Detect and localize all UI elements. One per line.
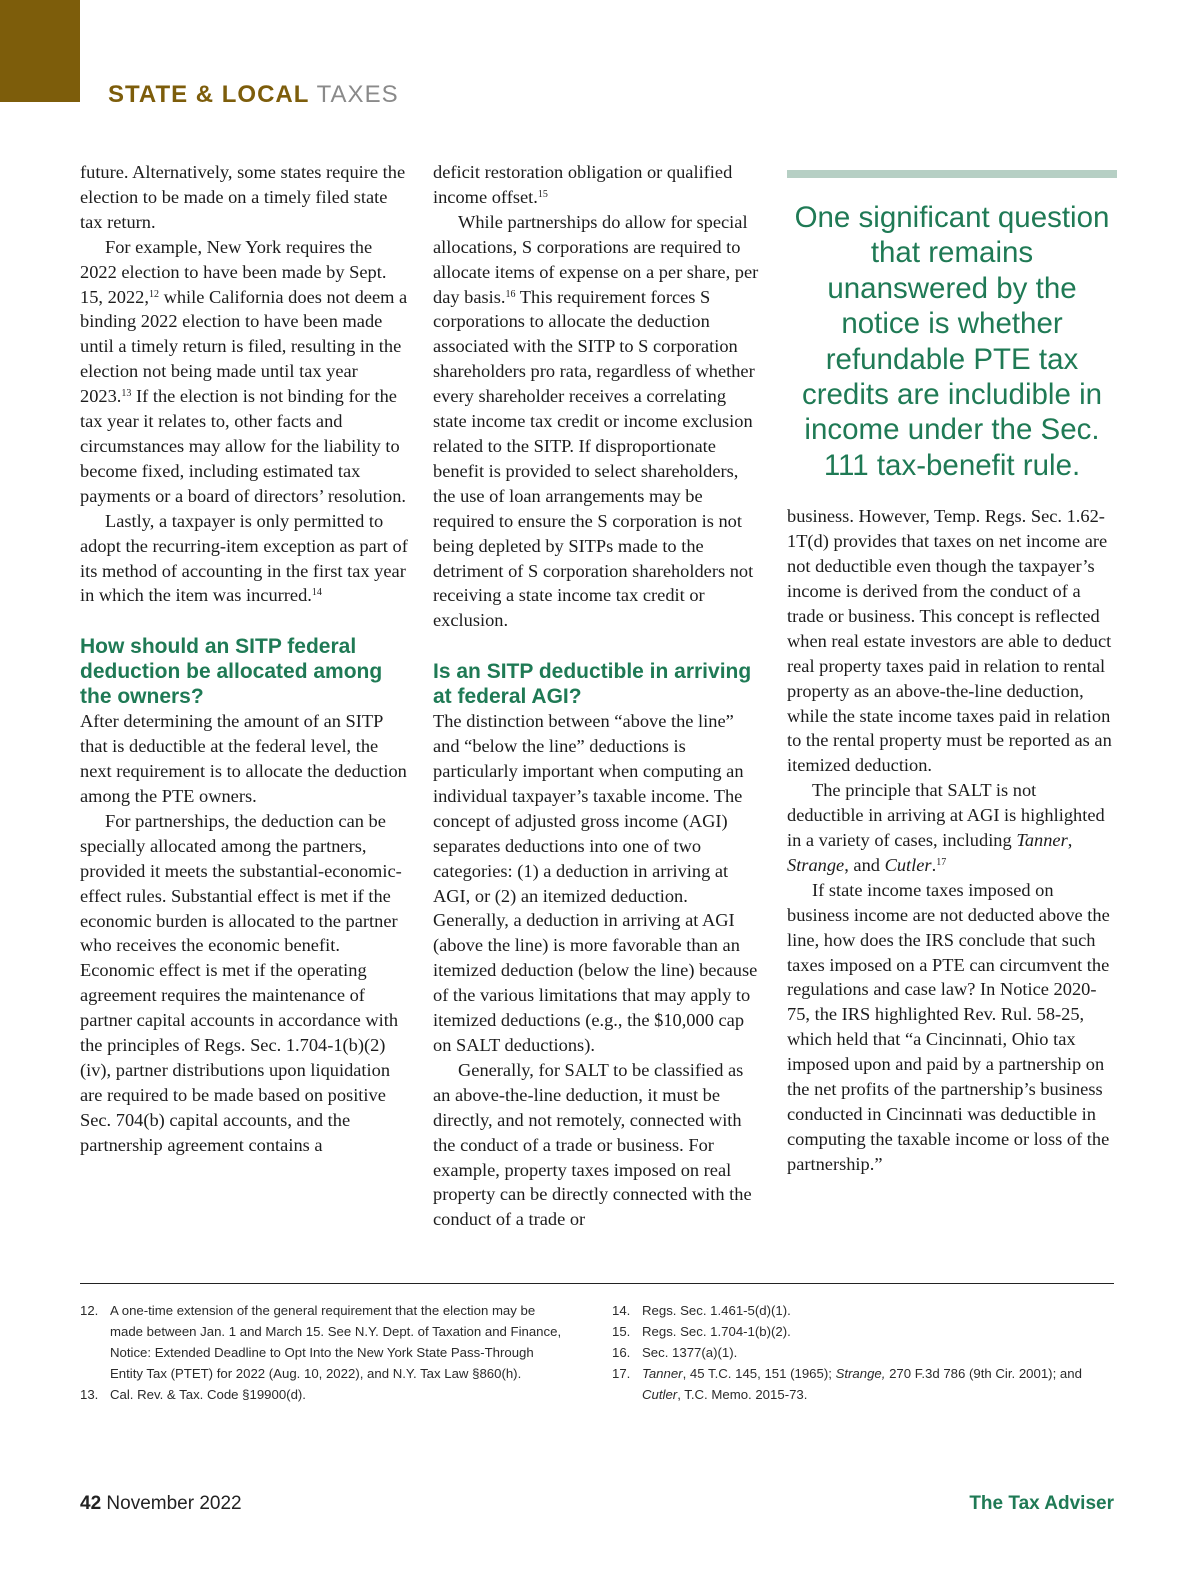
footnotes-right (612, 1300, 1117, 1405)
footnote-14: 14. Regs. Sec. 1.461-5(d)(1). (612, 1303, 791, 1318)
footnote-15: 15. Regs. Sec. 1.704-1(b)(2). (612, 1324, 791, 1339)
pull-quote: One significant question that remains unanswered by the notice is whether refundable PTE tax credits are includible in income under the Sec. 111 tax-benefit rule. (794, 201, 1110, 482)
col2-paragraph-4: Generally, for SALT to be classified as an above-the-line deduction, it must be directly, and not remotely, connected with the conduct of a trade or business. For example, property taxes imposed on real property can be directly connected with the conduct of a trade or (433, 1059, 752, 1230)
page-footer-left (80, 1493, 242, 1515)
column-2 (433, 160, 763, 1232)
publication-name: The Tax Adviser (969, 1493, 1114, 1514)
col3-paragraph-1: business. However, Temp. Regs. Sec. 1.62-1T(d) provides that taxes on net income are not deductible even though the taxpayer’s income is derived from the conduct of a trade or business. This concept is reflected when real estate investors are able to deduct real property taxes paid in relation to rental property as an above-the-line deduction, while the state income taxes paid in relation to the rental property must be reported as an itemized deduction. (787, 506, 1112, 776)
footnote-ref-16[interactable]: 16 (505, 288, 516, 300)
col1-paragraph-2: For example, New York requires the 2022 election to have been made by Sept. 15, 2022,12 while California does not deem a binding 2022 election to have been made until a timely return is filed, resulting in the election not being made until tax year 2023.13 If the election is not binding for the tax year it relates to, other facts and circumstances may allow for the liability to become fixed, including estimated tax payments or a board of directors’ resolution. (80, 236, 408, 506)
column-1 (80, 160, 408, 1158)
col1-paragraph-3: Lastly, a taxpayer is only permitted to adopt the recurring-item exception as part of its method of accounting in the first tax year in which the item was incurred.$^{14}$ (80, 510, 408, 606)
section-header (108, 80, 399, 110)
col1-paragraph-5: For partnerships, the deduction can be specially allocated among the partners, provided it meets the substantial-economic-effect rules. Substantial effect is met if the economic burden is allocated to the partner who receives the economic benefit. Economic effect is met if the operating agreement requires the maintenance of partner capital accounts in accordance with the principles of Regs. Sec. 1.704-1(b)(2)(iv), partner distributions upon liquidation are required to be made based on positive Sec. 704(b) capital accounts, and the partnership agreement contains a (80, 810, 402, 1155)
pull-quote-rule (787, 170, 1117, 178)
footnote-ref-12[interactable]: 12 (148, 288, 159, 300)
footnote-divider (80, 1283, 1114, 1284)
col2-paragraph-2: While partnerships do allow for special allocations, S corporations are required to allocate items of expense on a per share, per day basis.$^{16}$ This requirement forces S corporations to allocate the deduction associated with the SITP to S corporation shareholders pro rata, regardless of whether every shareholder receives a correlating state income tax credit or income exclusion related to the SITP. If disproportionate benefit is provided to select shareholders, the use of loan arrangements may be required to ensure the S corporation is not being depleted by SITPs made to the detriment of S corporation shareholders not receiving a state income tax credit or exclusion. (433, 211, 759, 631)
footnote-ref-14[interactable]: 14 (311, 587, 322, 599)
footnote-ref-15[interactable]: 15 (537, 188, 548, 200)
subheading-allocation: How should an SITP federal deduction be allocated among the owners? (80, 635, 383, 709)
col3-paragraph-3: If state income taxes imposed on business income are not deducted above the line, how does the IRS conclude that such taxes imposed on a PTE can circumvent the regulations and case law? In Notice 2020-75, the IRS highlighted Rev. Rul. 58-25, which held that “a Cincinnati, Ohio tax imposed upon and paid by a partnership on the net profits of the partnership’s business conducted in Cincinnati was deductible in computing the taxable income or loss of the partnership.” (787, 879, 1110, 1174)
footnote-12: 12. A one-time extension of the general requirement that the election may be made between Jan. 1 and March 15. See N.Y. Dept. of Taxation and Finance, Notice: Extended Deadline to Opt Into the New York State Pass-Through Entity Tax (PTET) for 2022 (Aug. 10, 2022), and N.Y. Tax Law §860(h). (80, 1303, 562, 1381)
footnote-17: 17. Tanner, 45 T.C. 145, 151 (1965); Strange, 270 F.3d 786 (9th Cir. 2001); and Cutler, T.C. Memo. 2015-73. (612, 1366, 1082, 1402)
column-3 (787, 160, 1117, 1177)
col2-paragraph-1: deficit restoration obligation or qualified income offset.$^{15}$ (433, 162, 733, 207)
col1-paragraph-4: After determining the amount of an SITP that is deductible at the federal level, the next requirement is to allocate the deduction among the PTE owners. (80, 711, 407, 807)
footnote-13: 13. Cal. Rev. & Tax. Code §19900(d). (80, 1387, 306, 1402)
footnote-ref-17[interactable]: 17 (936, 856, 947, 868)
footnotes-left (80, 1300, 570, 1405)
section-header-bold: STATE & LOCAL (108, 81, 310, 108)
col3-paragraph-2: The principle that SALT is not deductible in arriving at AGI is highlighted in a variety of cases, including Tanner, Strange, and Cutler.$^{17}$ (787, 780, 1105, 875)
col2-paragraph-3: The distinction between “above the line” and “below the line” deductions is particularly important when computing an individual taxpayer’s taxable income. The concept of adjusted gross income (AGI) separates deductions into one of two categories: (1) a deduction in arriving at AGI, or (2) an itemized deduction. Generally, a deduction in arriving at AGI (above the line) is more favorable than an itemized deduction (below the line) because of the various limitations that may apply to itemized deductions (e.g., the $10,000 cap on SALT deductions). (433, 711, 758, 1055)
corner-color-block (0, 0, 80, 102)
col1-paragraph-1: future. Alternatively, some states require the election to be made on a timely filed state tax return. (80, 162, 406, 232)
subheading-agi: Is an SITP deductible in arriving at federal AGI? (433, 660, 752, 709)
issue-date: November 2022 (106, 1493, 242, 1514)
footnote-16: 16. Sec. 1377(a)(1). (612, 1345, 738, 1360)
footnote-ref-13[interactable]: 13 (121, 388, 132, 400)
section-header-light: TAXES (316, 81, 399, 108)
page-number: 42 (80, 1493, 102, 1514)
